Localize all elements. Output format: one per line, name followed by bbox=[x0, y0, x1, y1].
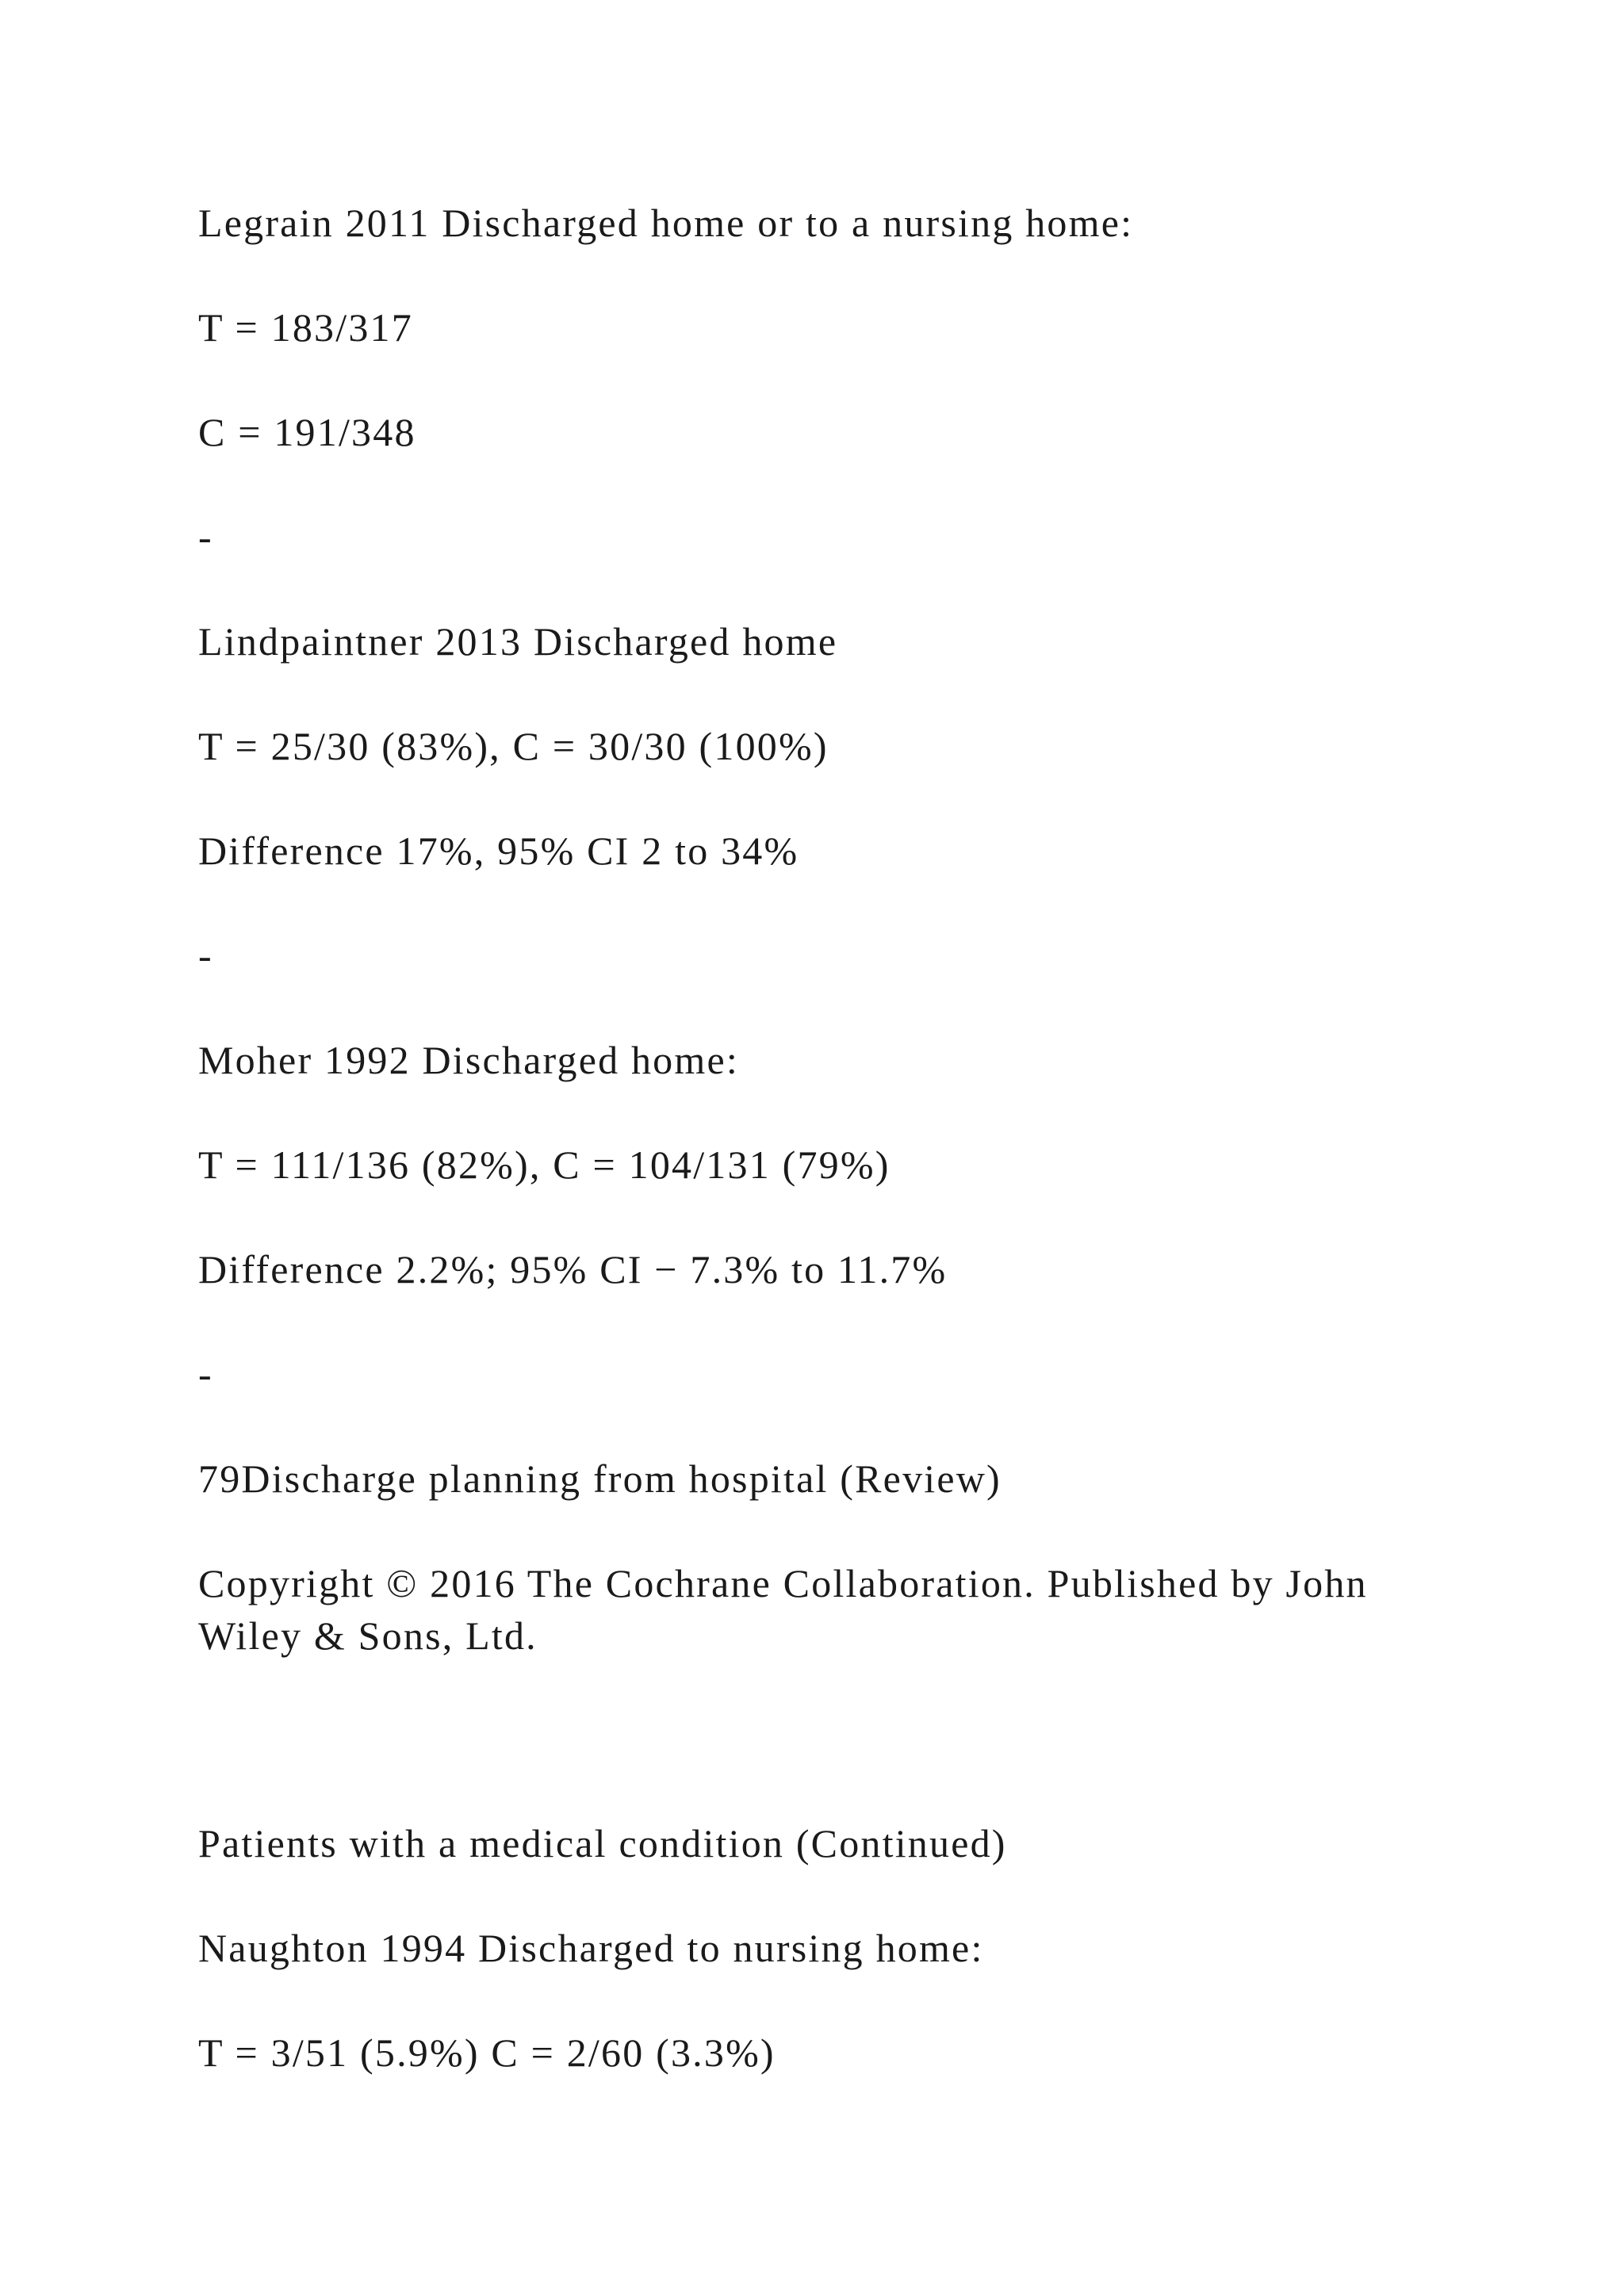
result-line: T = 111/136 (82%), C = 104/131 (79%) bbox=[198, 1142, 891, 1187]
result-line: T = 183/317 bbox=[198, 305, 413, 350]
study-heading-naughton: Naughton 1994 Discharged to nursing home: bbox=[198, 1926, 984, 1970]
result-line: T = 25/30 (83%), C = 30/30 (100%) bbox=[198, 724, 829, 768]
separator-dash: - bbox=[198, 1352, 213, 1396]
study-heading-lindpaintner: Lindpaintner 2013 Discharged home bbox=[198, 619, 838, 664]
page-footer-title: 79Discharge planning from hospital (Review) bbox=[198, 1456, 1002, 1501]
result-line: Difference 17%, 95% CI 2 to 34% bbox=[198, 828, 799, 873]
section-heading-continued: Patients with a medical condition (Continued) bbox=[198, 1821, 1007, 1866]
result-line: Difference 2.2%; 95% CI − 7.3% to 11.7% bbox=[198, 1247, 948, 1292]
separator-dash: - bbox=[198, 515, 213, 559]
separator-dash: - bbox=[198, 933, 213, 978]
result-line: C = 191/348 bbox=[198, 410, 416, 454]
study-heading-moher: Moher 1992 Discharged home: bbox=[198, 1038, 739, 1082]
result-line: T = 3/51 (5.9%) C = 2/60 (3.3%) bbox=[198, 2030, 776, 2075]
copyright-notice: Copyright © 2016 The Cochrane Collaboration. Published by John Wiley & Sons, Ltd. bbox=[198, 1561, 1368, 1658]
study-heading-legrain: Legrain 2011 Discharged home or to a nursing home: bbox=[198, 201, 1134, 245]
